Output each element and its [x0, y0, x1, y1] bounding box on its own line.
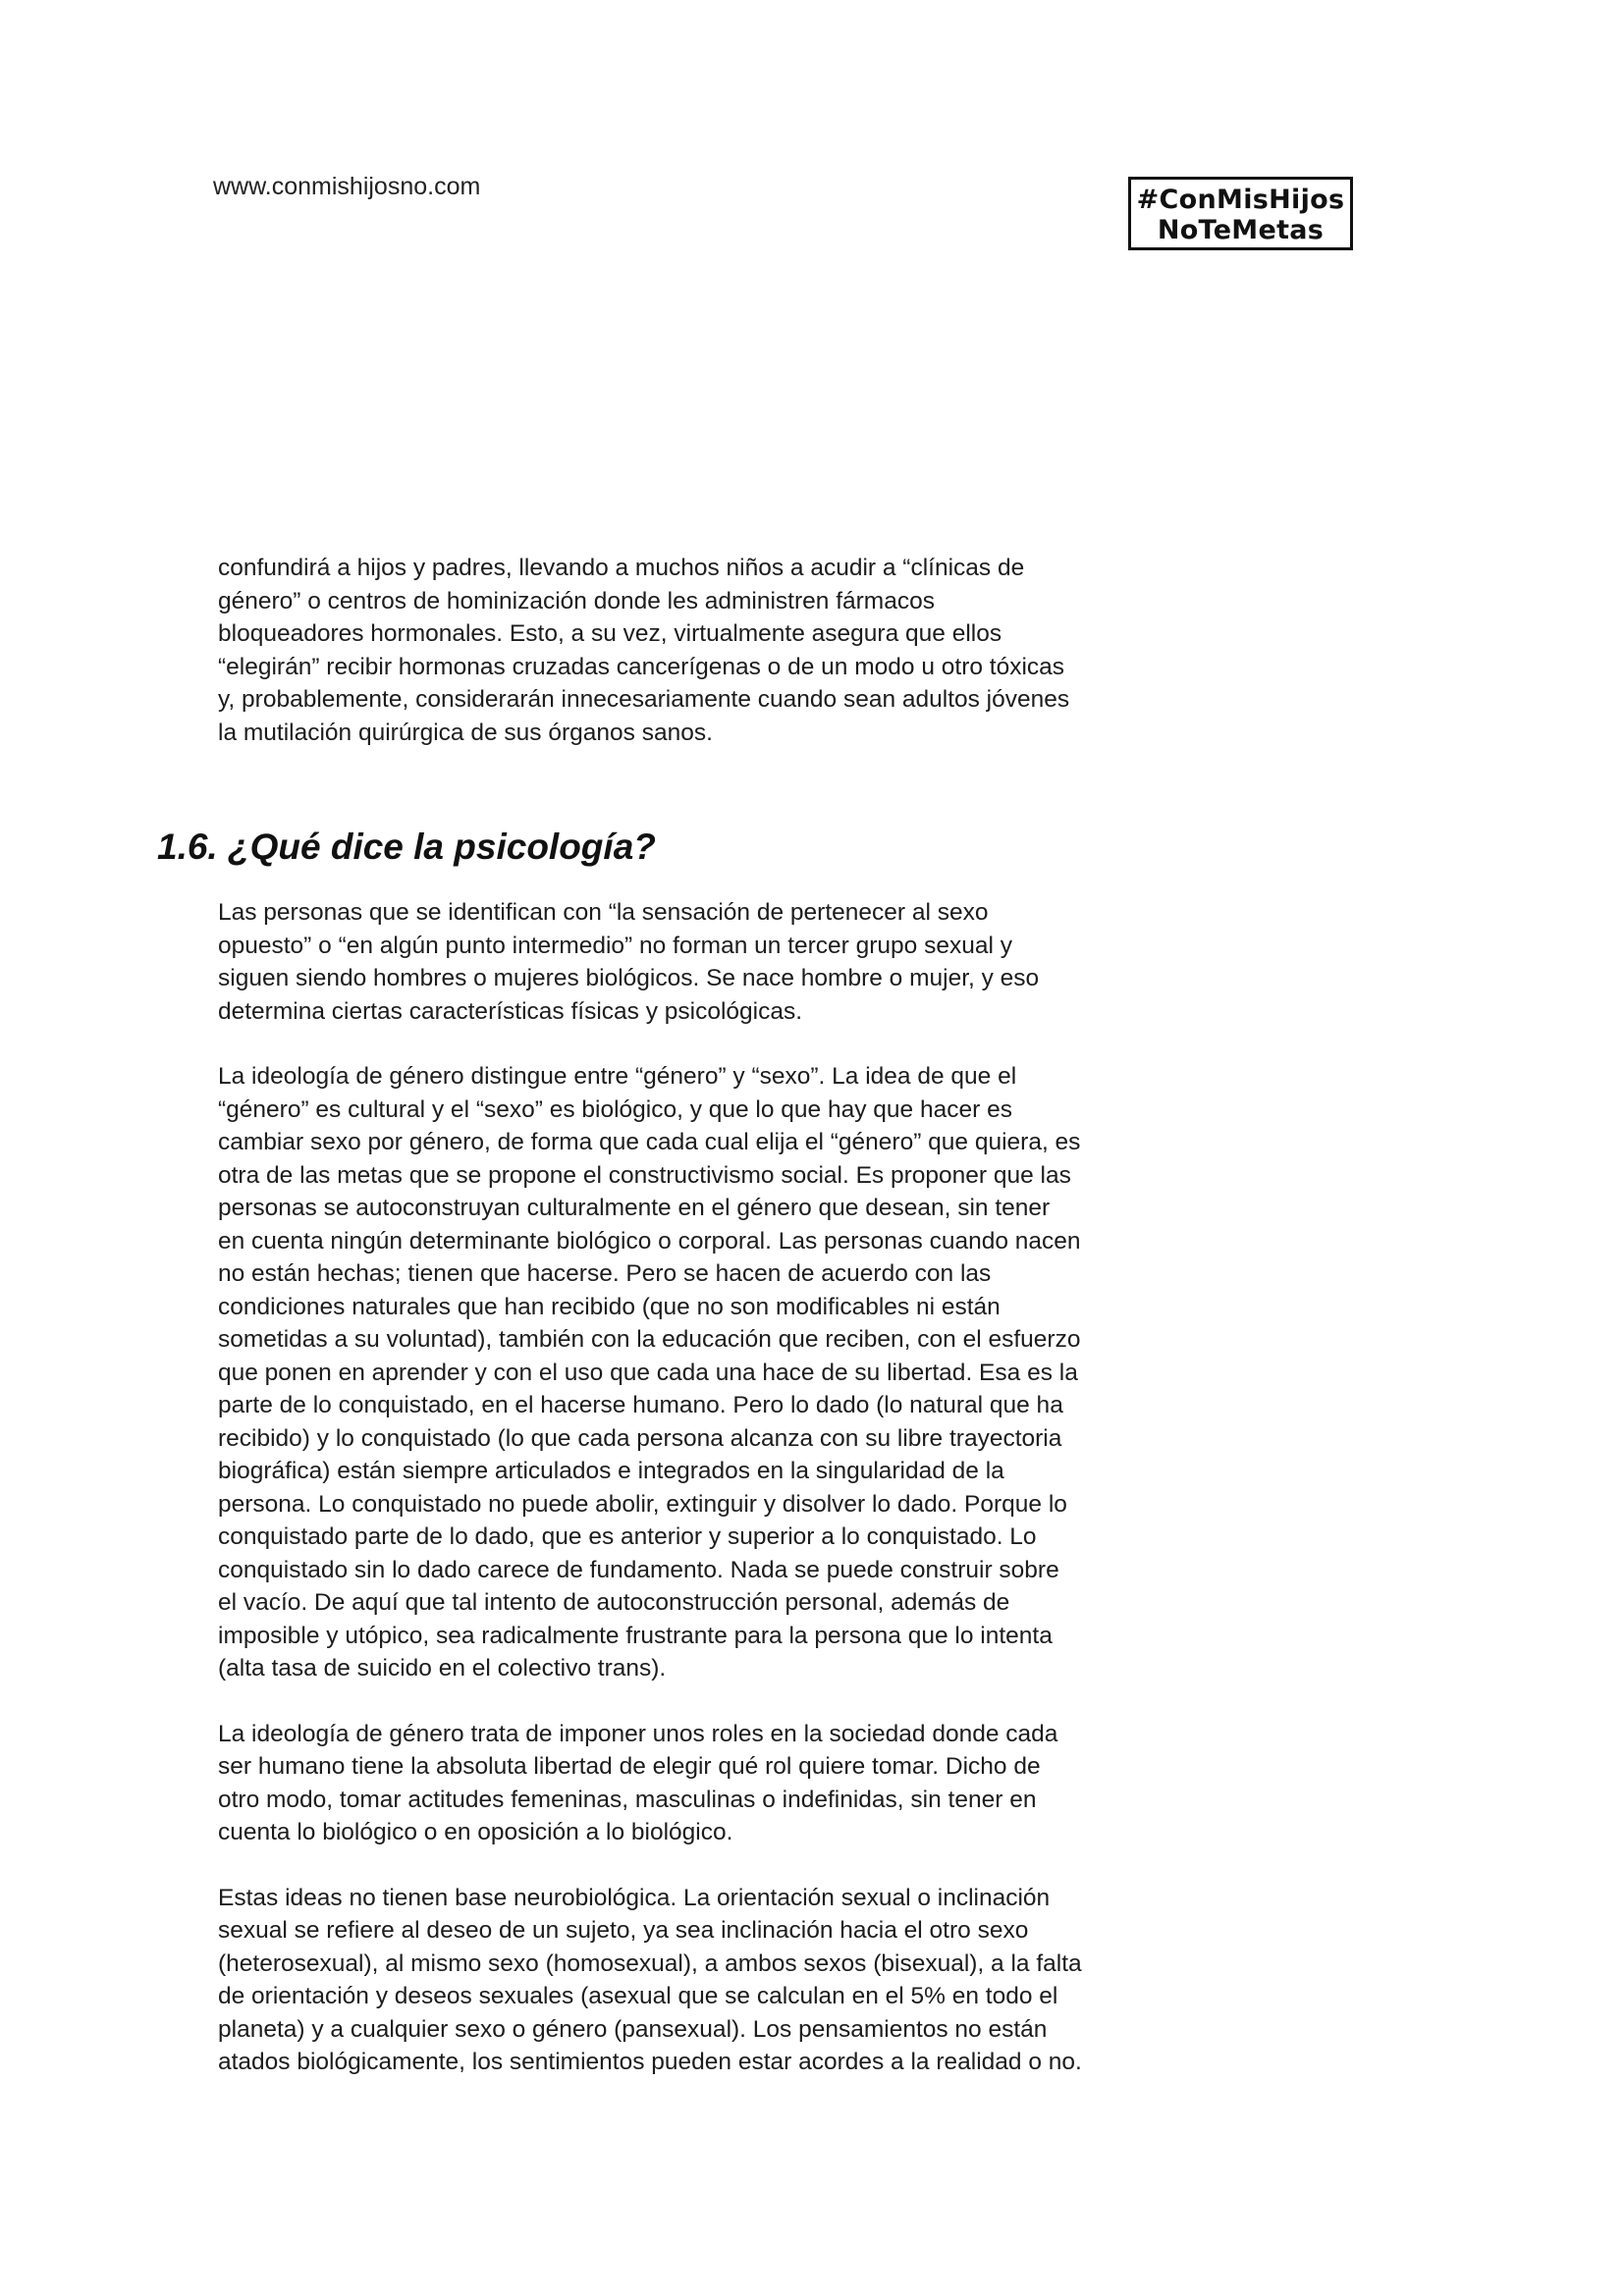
site-url: www.conmishijosno.com: [213, 173, 481, 200]
intro-text-block: [218, 552, 1082, 781]
section-body: [218, 896, 1082, 2111]
hashtag-line-2: NoTeMetas: [1157, 215, 1325, 245]
hashtag-line-1: #ConMisHijos: [1136, 185, 1345, 215]
section-paragraph-2: La ideología de género distingue entre “género” y “sexo”. La idea de que el “género” es cultural y el “sexo” es biológico, y que lo que hay que hacer es cambiar sexo por género, de forma que cada cual elija el “género” que quiera, es otra de las metas que se propone el constructivismo social. Es proponer que las personas se autoconstruyan culturalmente en el género que desean, sin tener en cuenta ningún determinante biológico o corporal. Las personas cuando nacen no están hechas; tienen que hacerse. Pero se hacen de acuerdo con las condiciones naturales que han recibido (que no son modificables ni están sometidas a su voluntad), también con la educación que reciben, con el esfuerzo que ponen en aprender y con el uso que cada una hace de su libertad. Esa es la parte de lo conquistado, en el hacerse humano. Pero lo dado (lo natural que ha recibido) y lo conquistado (lo que cada persona alcanza con su libre trayectoria biográfica) están siempre articulados e integrados en la singularidad de la persona. Lo conquistado no puede abolir, extinguir y disolver lo dado. Porque lo conquistado parte de lo dado, que es anterior y superior a lo conquistado. Lo conquistado sin lo dado carece de fundamento. Nada se puede construir sobre el vacío. De aquí que tal intento de autoconstrucción personal, además de imposible y utópico, sea radicalmente frustrante para la persona que lo intenta (alta tasa de suicido en el colectivo trans).: [218, 1063, 1081, 1682]
section-heading: [157, 827, 656, 868]
hashtag-logo: [1128, 177, 1353, 250]
section-paragraph-3: La ideología de género trata de imponer unos roles en la sociedad donde cada ser humano tiene la absoluta libertad de elegir qué rol quiere tomar. Dicho de otro modo, tomar actitudes femeninas, masculinas o indefinidas, sin tener en cuenta lo biológico o en oposición a lo biológico.: [218, 1720, 1058, 1845]
intro-paragraph: confundirá a hijos y padres, llevando a muchos niños a acudir a “clínicas de género” o centros de hominización donde les administren fármacos bloqueadores hormonales. Esto, a su vez, virtualmente asegura que ellos “elegirán” recibir hormonas cruzadas cancerígenas o de un modo u otro tóxicas y, probablemente, considerarán innecesariamente cuando sean adultos jóvenes la mutilación quirúrgica de sus órganos sanos.: [218, 555, 1070, 746]
section-paragraph-1: Las personas que se identifican con “la sensación de pertenecer al sexo opuesto” o “en algún punto intermedio” no forman un tercer grupo sexual y siguen siendo hombres o mujeres biológicos. Se nace hombre o mujer, y eso determina ciertas características físicas y psicológicas.: [218, 899, 1040, 1025]
section-title: ¿Qué dice la psicología?: [228, 827, 656, 867]
section-paragraph-4: Estas ideas no tienen base neurobiológica. La orientación sexual o inclinación sexual se refiere al deseo de un sujeto, ya sea inclinación hacia el otro sexo (heterosexual), al mismo sexo (homosexual), a ambos sexos (bisexual), a la falta de orientación y deseos sexuales (asexual que se calculan en el 5% en todo el planeta) y a cualquier sexo o género (pansexual). Los pensamientos no están atados biológicamente, los sentimientos pueden estar acordes a la realidad o no.: [218, 1884, 1082, 2075]
section-number: 1.6.: [157, 827, 218, 867]
